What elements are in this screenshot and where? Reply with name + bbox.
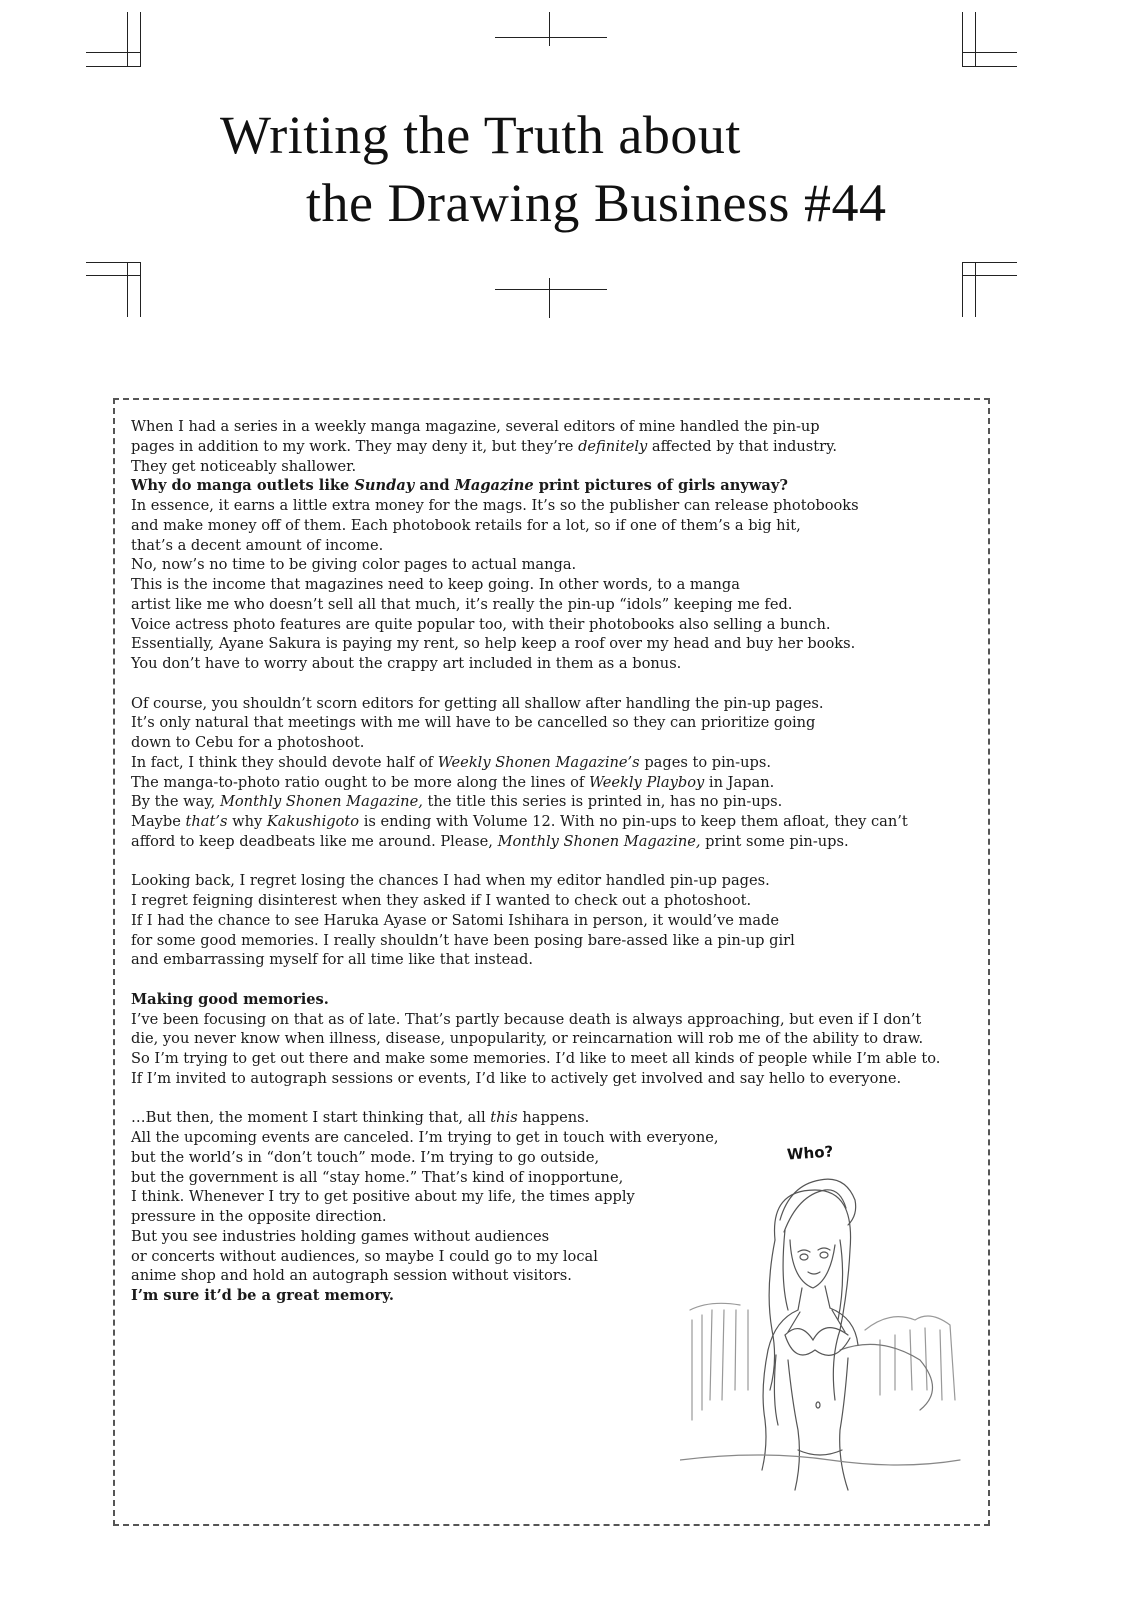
text-run: and make money off of them. Each photobook retails for a lot, so if one of them’s a big hit, [131, 516, 801, 534]
paragraph-gap [131, 674, 971, 694]
text-run: If I had the chance to see Haruka Ayase or Satomi Ishihara in person, it would’ve made [131, 911, 780, 929]
title-line-2: the Drawing Business #44 [306, 173, 887, 233]
text-line [131, 812, 971, 832]
text-run: So I’m trying to get out there and make some memories. I’d like to meet all kinds of people while I’m able to. [131, 1050, 941, 1067]
text-run: Monthly Shonen Magazine, [219, 793, 423, 811]
text-run: artist like me who doesn’t sell all that much, it’s really the pin-up “idols” keeping me fed. [131, 595, 793, 613]
text-run: Monthly Shonen Magazine, [497, 832, 701, 850]
text-line [131, 832, 971, 852]
text-line [131, 891, 971, 911]
text-run: Weekly Shonen Magazine’s [437, 753, 640, 771]
text-run: I’m sure it’d be a great memory. [131, 1287, 395, 1304]
text-run: Of course, you shouldn’t scorn editors for getting all shallow after handling the pin-up pages. [131, 694, 824, 712]
text-line [131, 990, 971, 1010]
text-run: This is the income that magazines need to keep going. In other words, to a manga [131, 576, 740, 593]
text-run: Weekly Playboy [588, 773, 705, 791]
text-line [131, 1010, 971, 1030]
text-run: Making good memories. [131, 990, 329, 1008]
text-run: and embarrassing myself for all time like that instead. [131, 951, 533, 969]
text-line [131, 1069, 971, 1089]
pinup-girl-sketch-icon [680, 1160, 970, 1510]
text-line [131, 950, 971, 970]
text-run: for some good memories. I really shouldn’t have been posing bare-assed like a pin-up girl [131, 931, 795, 949]
text-run: but the government is all “stay home.” That’s kind of inopportune, [131, 1168, 624, 1186]
text-run: why [227, 813, 267, 830]
text-line [131, 1128, 971, 1148]
text-line [131, 792, 971, 812]
text-run: I regret feigning disinterest when they asked if I wanted to check out a photoshoot. [131, 892, 752, 909]
text-run: Essentially, Ayane Sakura is paying my rent, so help keep a roof over my head and buy her books. [131, 635, 856, 653]
text-line [131, 1108, 971, 1128]
text-run: happens. [517, 1109, 590, 1127]
text-line [131, 496, 971, 516]
text-run: this [490, 1109, 518, 1127]
paragraph-gap [131, 852, 971, 872]
text-run: I’ve been focusing on that as of late. That’s partly because death is always approaching, but even if I don’t [131, 1010, 922, 1028]
text-line [131, 536, 971, 556]
text-run: If I’m invited to autograph sessions or events, I’d like to actively get involved and say hello to everyone. [131, 1069, 902, 1087]
text-line [131, 457, 971, 477]
text-run: anime shop and hold an autograph session without visitors. [131, 1267, 572, 1285]
text-run: In fact, I think they should devote half of [131, 753, 438, 771]
speech-caption: Who? [786, 1142, 834, 1164]
text-line [131, 555, 971, 575]
text-run: In essence, it earns a little extra money for the mags. It’s so the publisher can release photobooks [131, 497, 859, 514]
text-line [131, 931, 971, 951]
text-line [131, 1029, 971, 1049]
text-run: is ending with Volume 12. With no pin-ups to keep them afloat, they can’t [359, 813, 908, 830]
text-run: Sunday [354, 477, 415, 495]
text-run: When I had a series in a weekly manga magazine, several editors of mine handled the pin-up [131, 418, 820, 435]
text-line [131, 773, 971, 793]
text-run: They get noticeably shallower. [131, 457, 357, 475]
text-run: that’s [185, 813, 228, 830]
text-run: It’s only natural that meetings with me will have to be cancelled so they can prioritize going [131, 714, 816, 732]
text-line [131, 437, 971, 457]
text-run: Why do manga outlets like [131, 477, 355, 495]
paragraph-gap [131, 970, 971, 990]
text-run: pages to pin-ups. [639, 753, 771, 771]
text-run: pages in addition to my work. They may deny it, but they’re [131, 437, 579, 455]
text-line [131, 871, 971, 891]
text-run: Magazine [454, 477, 534, 495]
text-run: Kakushigoto [266, 813, 360, 830]
text-run: but the world’s in “don’t touch” mode. I’m trying to go outside, [131, 1148, 600, 1166]
text-run: All the upcoming events are canceled. I’m trying to get in touch with everyone, [131, 1129, 719, 1146]
text-line [131, 911, 971, 931]
text-run: print pictures of girls anyway? [533, 477, 788, 495]
title-line-1: Writing the Truth about [220, 105, 741, 165]
text-run: or concerts without audiences, so maybe I could go to my local [131, 1247, 598, 1265]
text-run: print some pin-ups. [700, 832, 849, 850]
text-run: affected by that industry. [647, 437, 838, 455]
text-run: You don’t have to worry about the crappy art included in them as a bonus. [131, 655, 682, 672]
text-run: definitely [578, 437, 648, 455]
text-run: down to Cebu for a photoshoot. [131, 734, 365, 751]
text-run: afford to keep deadbeats like me around. Please, [131, 832, 498, 850]
text-run: die, you never know when illness, disease, unpopularity, or reincarnation will rob me of the ability to draw. [131, 1030, 924, 1048]
text-line [131, 733, 971, 753]
text-run: But you see industries holding games without audiences [131, 1227, 550, 1245]
text-line [131, 476, 971, 496]
paragraph-gap [131, 1089, 971, 1109]
text-run: pressure in the opposite direction. [131, 1208, 387, 1225]
text-run: in Japan. [704, 773, 775, 791]
text-run: …But then, the moment I start thinking that, all [131, 1109, 491, 1127]
text-run: Looking back, I regret losing the chances I had when my editor handled pin-up pages. [131, 872, 770, 890]
text-run: Voice actress photo features are quite popular too, with their photobooks also selling a bunch. [131, 615, 831, 633]
text-line [131, 1049, 971, 1069]
text-line [131, 713, 971, 733]
text-run: Maybe [131, 813, 186, 830]
text-run: the title this series is printed in, has no pin-ups. [422, 793, 783, 811]
text-line [131, 654, 971, 674]
text-line [131, 575, 971, 595]
text-run: By the way, [131, 793, 220, 811]
text-line [131, 615, 971, 635]
text-line [131, 634, 971, 654]
text-line [131, 694, 971, 714]
text-line [131, 753, 971, 773]
text-line [131, 595, 971, 615]
text-run: I think. Whenever I try to get positive about my life, the times apply [131, 1188, 635, 1206]
text-run: that’s a decent amount of income. [131, 536, 384, 554]
text-run: No, now’s no time to be giving color pages to actual manga. [131, 556, 577, 574]
text-line [131, 516, 971, 536]
text-line [131, 417, 971, 437]
text-run: and [414, 477, 455, 495]
text-run: The manga-to-photo ratio ought to be more along the lines of [131, 773, 589, 791]
